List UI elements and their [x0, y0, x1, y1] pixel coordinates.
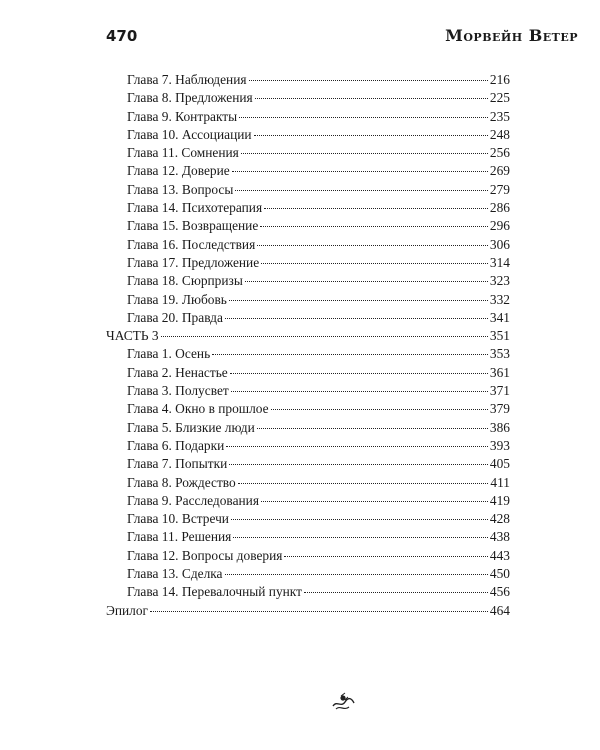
dot-leader [212, 354, 488, 355]
dot-leader [225, 318, 488, 319]
toc-entry [106, 547, 510, 565]
toc-entry-label: Глава 2. Ненастье [127, 364, 228, 380]
toc-entry [106, 199, 510, 217]
dot-leader [231, 391, 488, 392]
toc-entry-page: 235 [489, 108, 510, 124]
dot-leader [231, 519, 488, 520]
toc-entry-label: Глава 13. Сделка [127, 566, 223, 582]
dot-leader [257, 245, 488, 246]
toc-entry-page: 379 [489, 401, 510, 417]
toc-entry [106, 272, 510, 290]
toc-entry [106, 89, 510, 107]
toc-entry-label: Глава 11. Сомнения [127, 145, 239, 161]
toc-entry [106, 108, 510, 126]
toc-entry [106, 126, 510, 144]
toc-entry [106, 364, 510, 382]
toc-entry-page: 428 [489, 511, 510, 527]
toc-entry-page: 351 [489, 328, 510, 344]
dot-leader [304, 592, 488, 593]
dot-leader [235, 190, 488, 191]
toc-entry-page: 306 [489, 236, 510, 252]
dot-leader [229, 300, 488, 301]
dot-leader [254, 135, 488, 136]
toc-entry [106, 602, 510, 620]
toc-entry-label: Глава 20. Правда [127, 309, 223, 325]
dot-leader [284, 556, 488, 557]
dot-leader [239, 117, 488, 118]
toc-entry-label: Глава 5. Близкие люди [127, 419, 255, 435]
toc-entry-label: Глава 12. Доверие [127, 163, 230, 179]
toc-entry [106, 400, 510, 418]
dot-leader [229, 464, 488, 465]
toc-entry [106, 217, 510, 235]
dot-leader [260, 226, 488, 227]
toc-entry-label: Глава 11. Решения [127, 529, 232, 545]
dot-leader [271, 409, 488, 410]
toc-entry [106, 437, 510, 455]
dot-leader [226, 446, 488, 447]
toc-entry-label: Глава 19. Любовь [127, 291, 227, 307]
toc-entry-label: Глава 8. Предложения [127, 90, 253, 106]
toc-entry-page: 248 [489, 126, 510, 142]
table-of-contents [106, 71, 510, 620]
toc-entry-label: Эпилог [106, 602, 149, 618]
toc-entry-page: 256 [489, 145, 510, 161]
dot-leader [255, 98, 488, 99]
toc-entry-label: ЧАСТЬ 3 [106, 328, 159, 344]
toc-entry-label: Глава 1. Осень [127, 346, 211, 362]
toc-entry-label: Глава 18. Сюрпризы [127, 273, 243, 289]
toc-entry-page: 353 [489, 346, 510, 362]
toc-entry [106, 181, 510, 199]
dot-leader [233, 537, 488, 538]
toc-entry-label: Глава 16. Последствия [127, 236, 256, 252]
toc-entry-label: Глава 17. Предложение [127, 254, 260, 270]
toc-entry [106, 291, 510, 309]
toc-entry [106, 510, 510, 528]
toc-entry [106, 492, 510, 510]
toc-entry-page: 438 [489, 529, 510, 545]
toc-entry-page: 371 [489, 383, 510, 399]
toc-entry-label: Глава 14. Психотерапия [127, 200, 263, 216]
toc-entry-page: 314 [489, 254, 510, 270]
toc-entry [106, 528, 510, 546]
toc-entry-label: Глава 13. Вопросы [127, 181, 234, 197]
dot-leader [230, 373, 488, 374]
dot-leader [257, 428, 488, 429]
toc-entry-label: Глава 14. Перевалочный пункт [127, 584, 302, 600]
dot-leader [161, 336, 488, 337]
toc-entry-label: Глава 8. Рождество [127, 474, 236, 490]
dot-leader [238, 483, 489, 484]
toc-entry-page: 361 [489, 364, 510, 380]
toc-entry-label: Глава 9. Контракты [127, 108, 238, 124]
toc-entry-label: Глава 4. Окно в прошлое [127, 401, 269, 417]
toc-entry [106, 309, 510, 327]
toc-entry-page: 405 [489, 456, 510, 472]
dot-leader [261, 263, 488, 264]
toc-entry-label: Глава 12. Вопросы доверия [127, 547, 283, 563]
toc-entry-label: Глава 10. Встречи [127, 511, 229, 527]
dot-leader [225, 574, 488, 575]
toc-entry-page: 341 [489, 309, 510, 325]
toc-entry-page: 386 [489, 419, 510, 435]
toc-entry-page: 332 [489, 291, 510, 307]
dot-leader [245, 281, 488, 282]
toc-entry-label: Глава 6. Подарки [127, 437, 225, 453]
toc-entry-page: 279 [489, 181, 510, 197]
toc-entry-page: 393 [489, 437, 510, 453]
toc-entry [106, 583, 510, 601]
toc-entry [106, 419, 510, 437]
dot-leader [261, 501, 488, 502]
toc-entry-page: 216 [489, 72, 510, 87]
toc-entry-page: 411 [490, 474, 510, 490]
decorative-ornament-icon [330, 692, 356, 714]
toc-entry-label: Глава 10. Ассоциации [127, 126, 252, 142]
toc-entry-page: 296 [489, 218, 510, 234]
toc-entry-label: Глава 7. Попытки [127, 456, 228, 472]
toc-entry [106, 382, 510, 400]
toc-entry-page: 450 [489, 566, 510, 582]
dot-leader [241, 153, 488, 154]
toc-entry-label: Глава 3. Полусвет [127, 383, 229, 399]
toc-entry-page: 419 [489, 492, 510, 508]
toc-entry-page: 456 [489, 584, 510, 600]
toc-entry-page: 464 [489, 602, 510, 618]
toc-entry [106, 144, 510, 162]
toc-entry-page: 443 [489, 547, 510, 563]
dot-leader [264, 208, 488, 209]
toc-entry-page: 269 [489, 163, 510, 179]
page-number: 470 [106, 27, 138, 45]
toc-entry [106, 71, 510, 89]
toc-entry-label: Глава 9. Расследования [127, 492, 260, 508]
dot-leader [232, 171, 488, 172]
toc-entry-label: Глава 7. Наблюдения [127, 72, 247, 87]
toc-entry [106, 565, 510, 583]
running-title: Морвейн Ветер [445, 26, 578, 45]
toc-entry-page: 286 [489, 200, 510, 216]
toc-entry [106, 345, 510, 363]
toc-entry [106, 327, 510, 345]
toc-entry [106, 162, 510, 180]
dot-leader [150, 611, 488, 612]
toc-entry [106, 236, 510, 254]
toc-entry [106, 254, 510, 272]
toc-entry [106, 455, 510, 473]
toc-entry-label: Глава 15. Возвращение [127, 218, 259, 234]
dot-leader [249, 80, 488, 81]
toc-entry [106, 474, 510, 492]
toc-entry-page: 323 [489, 273, 510, 289]
toc-entry-page: 225 [489, 90, 510, 106]
